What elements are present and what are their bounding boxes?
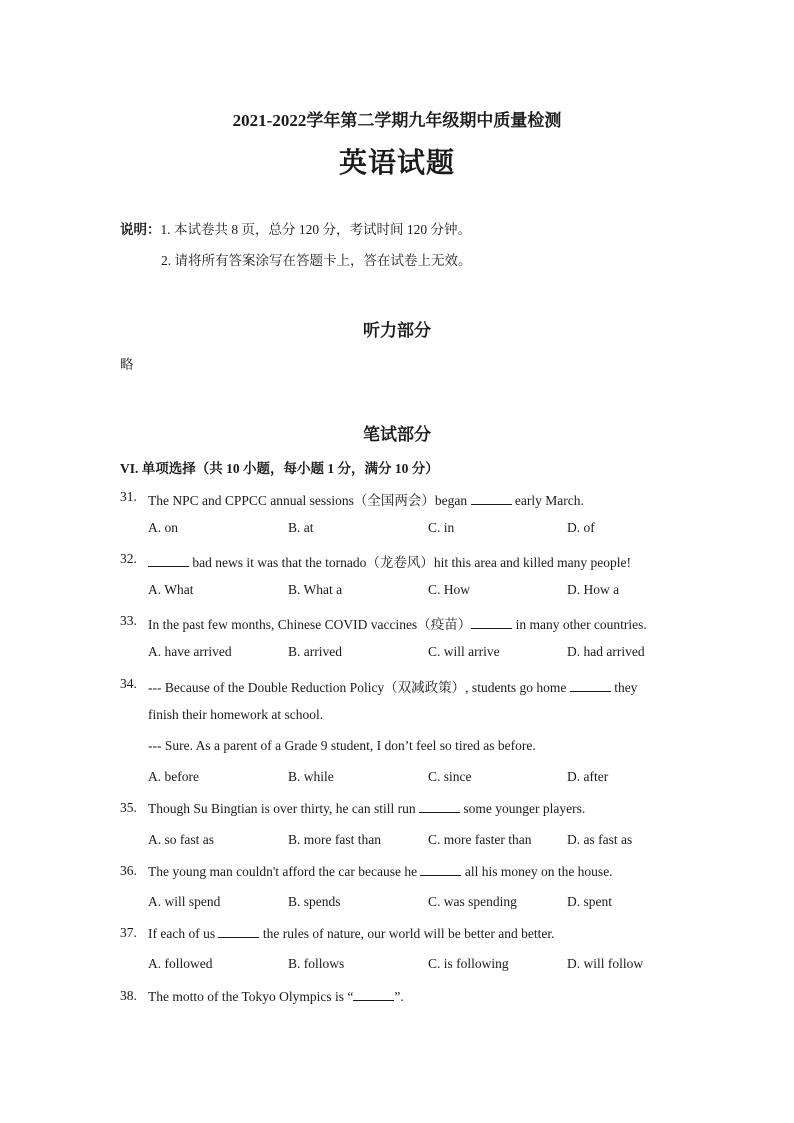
exam-header-line: 2021-2022学年第二学期九年级期中质量检测 xyxy=(232,111,562,130)
stem-text: in many other countries. xyxy=(512,617,647,632)
question-stem xyxy=(148,551,631,571)
option-a: A. have arrived xyxy=(148,644,232,659)
option-b: B. while xyxy=(288,769,334,784)
option-d: D. as fast as xyxy=(567,832,633,847)
question-stem-continued: finish their homework at school. xyxy=(148,707,324,722)
answer-blank xyxy=(148,554,189,567)
stem-text: --- Because of the Double Reduction Policy（双减政策）, students go home xyxy=(148,680,570,695)
notes-item-1 xyxy=(120,218,471,238)
option-a: A. followed xyxy=(148,956,213,971)
question-dialogue-reply: --- Sure. As a parent of a Grade 9 student, I don’t feel so tired as before. xyxy=(148,738,536,753)
option-a: A. will spend xyxy=(148,894,221,909)
option-d: D. How a xyxy=(567,582,620,597)
question-stem xyxy=(148,613,647,633)
option-c: C. in xyxy=(428,520,455,535)
question-number: 34. xyxy=(120,676,137,691)
listening-section-title: 听力部分 xyxy=(363,321,431,340)
question-number: 32. xyxy=(120,551,137,566)
answer-blank xyxy=(419,800,460,813)
listening-content: 略 xyxy=(120,357,134,372)
option-b: B. What a xyxy=(288,582,343,597)
option-b: B. arrived xyxy=(288,644,342,659)
answer-blank xyxy=(353,988,394,1001)
answer-blank xyxy=(420,863,461,876)
stem-text: the rules of nature, our world will be better and better. xyxy=(259,926,555,941)
answer-blank xyxy=(471,492,512,505)
stem-text: all his money on the house. xyxy=(461,864,613,879)
option-c: C. How xyxy=(428,582,471,597)
question-stem xyxy=(148,800,585,817)
option-b: B. at xyxy=(288,520,314,535)
option-c: C. since xyxy=(428,769,472,784)
question-number: 38. xyxy=(120,988,137,1003)
question-stem xyxy=(148,489,584,509)
option-c: C. is following xyxy=(428,956,509,971)
option-b: B. spends xyxy=(288,894,341,909)
option-b: B. follows xyxy=(288,956,345,971)
question-number: 33. xyxy=(120,613,137,628)
option-d: D. of xyxy=(567,520,595,535)
question-number: 37. xyxy=(120,925,137,940)
answer-blank xyxy=(570,679,611,692)
option-d: D. spent xyxy=(567,894,612,909)
stem-text: some younger players. xyxy=(459,801,586,816)
notes-item-2: 2. 请将所有答案涂写在答题卡上，答在试卷上无效。 xyxy=(161,253,472,268)
stem-text: The young man couldn't afford the car because he xyxy=(148,864,421,879)
option-a: A. before xyxy=(148,769,199,784)
stem-text: The motto of the Tokyo Olympics is “ xyxy=(148,989,354,1004)
stem-text: In the past few months, Chinese COVID vaccines（疫苗） xyxy=(148,617,472,632)
option-a: A. so fast as xyxy=(148,832,214,847)
option-c: C. more faster than xyxy=(428,832,532,847)
stem-text: they xyxy=(610,680,638,695)
question-number: 31. xyxy=(120,489,137,504)
option-b: B. more fast than xyxy=(288,832,381,847)
writing-section-title: 笔试部分 xyxy=(363,425,431,444)
option-d: D. after xyxy=(567,769,609,784)
option-c: C. was spending xyxy=(428,894,517,909)
question-stem xyxy=(148,988,404,1005)
stem-text: The NPC and CPPCC annual sessions（全国两会）began xyxy=(148,493,471,508)
question-stem xyxy=(148,863,613,880)
question-number: 36. xyxy=(120,863,137,878)
option-a: A. What xyxy=(148,582,194,597)
option-a: A. on xyxy=(148,520,178,535)
stem-text: ”. xyxy=(394,989,404,1004)
stem-text: bad news it was that the tornado（龙卷风）hit this area and killed many people! xyxy=(189,555,632,570)
stem-text: early March. xyxy=(511,493,584,508)
question-stem xyxy=(148,925,555,942)
exam-title: 英语试题 xyxy=(338,148,455,179)
notes-label: 说明： xyxy=(120,222,161,237)
question-stem xyxy=(148,676,637,696)
answer-blank xyxy=(218,925,259,938)
notes-text-1: 1. 本试卷共 8 页，总分 120 分，考试时间 120 分钟。 xyxy=(160,222,471,237)
stem-text: If each of us xyxy=(148,926,219,941)
stem-text: Though Su Bingtian is over thirty, he can still run xyxy=(148,801,419,816)
question-number: 35. xyxy=(120,800,137,815)
part-heading: VI. 单项选择（共 10 小题，每小题 1 分，满分 10 分） xyxy=(120,461,439,476)
answer-blank xyxy=(471,616,512,629)
option-d: D. will follow xyxy=(567,956,644,971)
option-d: D. had arrived xyxy=(567,644,645,659)
option-c: C. will arrive xyxy=(428,644,500,659)
